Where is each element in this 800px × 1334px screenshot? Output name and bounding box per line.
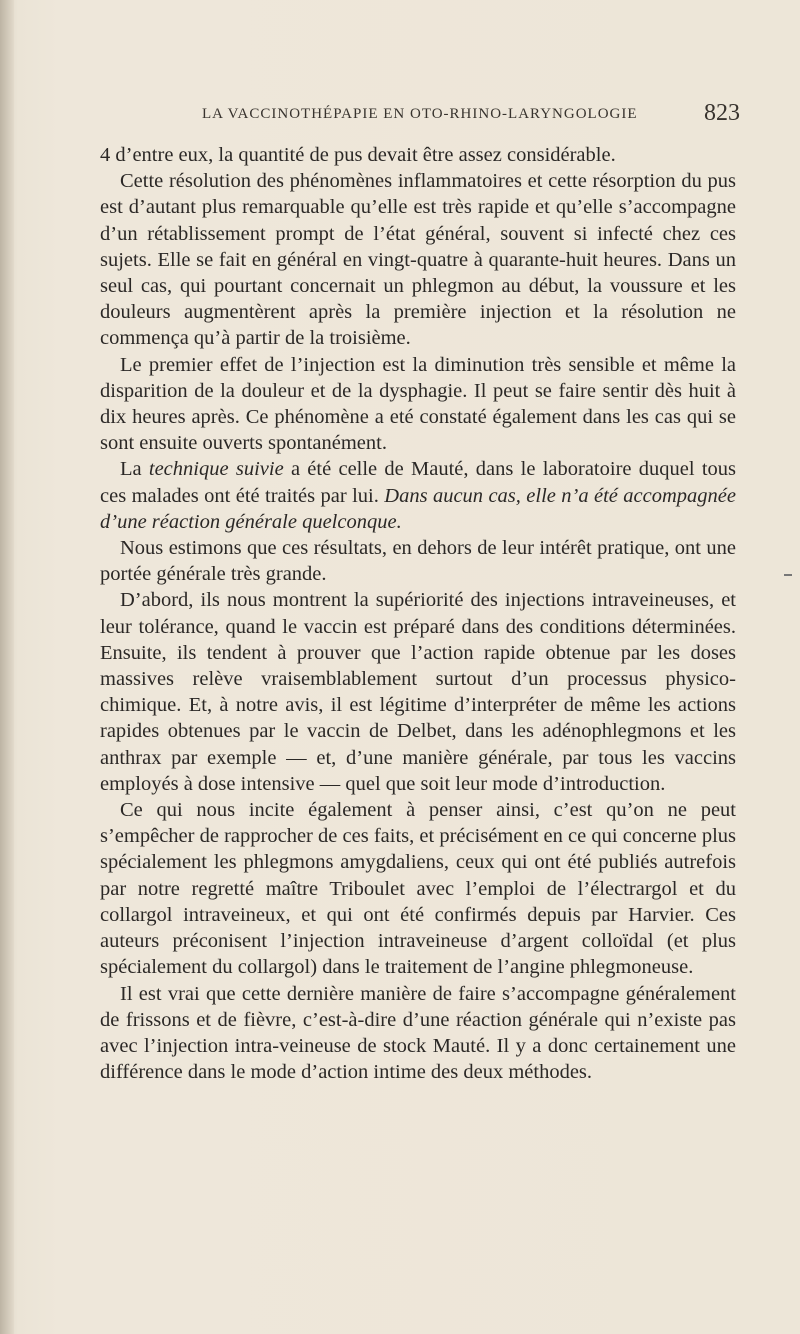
margin-mark	[784, 574, 792, 576]
page-number: 823	[704, 100, 740, 126]
paragraph: Le premier effet de l’injection est la diminution très sensible et même la disparition de la douleur et de la dysphagie. Il peut se faire sentir dès huit à dix heures après. Ce phénomène a eté constaté également dans les cas qui se sont ensuite ouverts spontanément.	[100, 353, 736, 455]
paragraph: Nous estimons que ces résultats, en dehors de leur intérêt pratique, ont une portée générale très grande.	[100, 537, 736, 586]
paragraph: Cette résolution des phénomènes inflammatoires et cette résorption du pus est d’autant plus remarquable qu’elle est très rapide et qu’elle s’accompagne d’un rétablissement prompt de l’état général, souvent si infecté chez ces sujets. Elle se fait en général en vingt-quatre à quarante-huit heures. Dans un seul cas, qui pourtant concernait un phlegmon au début, la voussure et les douleurs augmentèrent après la première injection et la résolution ne commença qu’à partir de la troisième.	[100, 170, 736, 350]
body-text	[100, 142, 736, 1085]
running-head	[96, 96, 740, 130]
paragraph-technique	[100, 456, 736, 535]
paragraph-middle: a été celle de Mauté, dans le laboratoire duquel tous ces malades ont été traités par lui.	[100, 458, 736, 507]
paragraph: D’abord, ils nous montrent la supériorité des injections intraveineuses, et leur tolérance, quand le vaccin est préparé dans des conditions déterminées. Ensuite, ils tendent à prouver que l’action rapide obtenue par les doses massives relève vraisemblablement surtout d’un processus physico-chimique. Et, à notre avis, il est légitime d’interpréter de même les actions rapides obtenues par le vaccin de Delbet, dans les adénophlegmons et les anthrax par exemple — et, d’une manière générale, par tous les vaccins employés à dose intensive — quel que soit leur mode d’introduction.	[100, 589, 736, 795]
italic-phrase: Dans aucun cas, elle n’a été accompagnée d’une réaction générale quelconque.	[100, 484, 737, 533]
paragraph: Il est vrai que cette dernière manière de faire s’accompagne généralement de frissons et de fièvre, c’est-à-dire d’une réaction générale qui n’existe pas avec l’injection intra-veineuse de stock Mauté. Il y a donc certainement une différence dans le mode d’action intime des deux méthodes.	[100, 982, 736, 1084]
paragraph: Ce qui nous incite également à penser ainsi, c’est qu’on ne peut s’empêcher de rapprocher de ces faits, et précisément en ce qui concerne plus spécialement les phlegmons amygdaliens, ceux qui ont été publiés autrefois par notre regretté maître Triboulet avec l’emploi de l’électrargol et du collargol intraveineux, et qui ont été confirmés depuis par Harvier. Ces auteurs préconisent l’injection intraveineuse d’argent colloïdal (et plus spécialement du collargol) dans le traitement de l’angine phlegmoneuse.	[100, 799, 736, 979]
italic-phrase: technique suivie	[148, 458, 284, 481]
running-title: LA VACCINOTHÉPAPIE EN OTO-RHINO-LARYNGOLOGIE	[202, 106, 638, 122]
paragraph-continuation: 4 d’entre eux, la quantité de pus devait être assez considérable.	[100, 144, 616, 166]
paragraph-prefix: La	[120, 458, 149, 481]
page-binding-edge	[0, 0, 14, 1334]
